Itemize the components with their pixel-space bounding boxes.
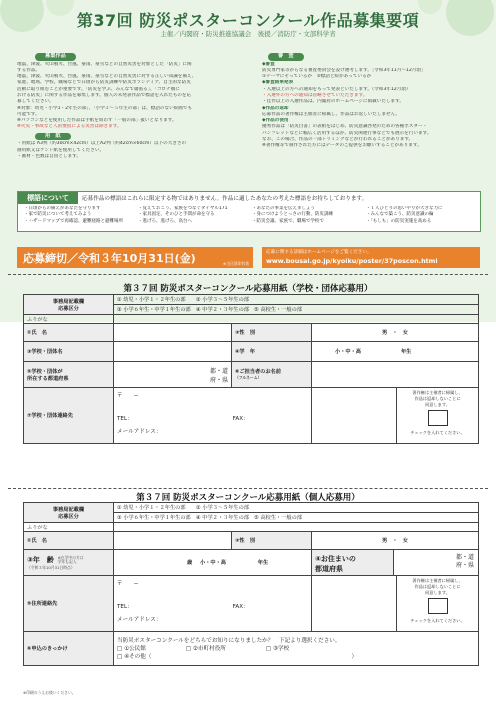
section-label-boshu: 募集作品 [35,53,76,61]
form1-name-label: ①氏 名 [24,324,114,342]
form2-title: 第３７回 防災ポスターコンクール応募用紙（個人応募用） [136,493,360,503]
form1-gender-field[interactable]: 男 ・ 女 [312,324,479,342]
section-label-shinsa: 審 査 [268,53,304,61]
form2-consent-checkbox[interactable] [428,598,448,614]
deadline-note: ※当日消印有効 [223,261,249,266]
form2-gender-field[interactable]: 男 ・ 女 [312,532,479,550]
form1-contact-field[interactable]: 〒 − TEL： FAX： メールアドレス： [114,388,312,444]
form1-office-cell: 事務局記載欄 応募区分 [24,295,114,315]
form1-table [23,294,479,444]
form1-furigana-label: ふりがな [24,315,114,324]
form2-category-row2[interactable]: ③ 小学６年生・中学１年生の部 ④ 中学２・３年生の部 ⑤ 高校生・一般の部 [114,513,479,523]
form2-age-field[interactable]: 歳 小・中・高 年生 [114,550,312,576]
slogan-column: ・あなたの事業を伝えましょう ・身につけようとっさの行動、防災訓練 ・防災会議、家族で、職場で学校で [252,206,333,224]
form2-office-cell: 事務局記載欄 応募区分 [24,503,114,523]
form2-furigana-field[interactable] [114,523,479,532]
form1-guardian-label: ⑥ご担当者のお名前 （フルネーム） [232,362,312,388]
form2-contact-label: ⑤住所連絡先 [24,576,114,632]
form2-name-field[interactable] [114,532,232,550]
form2-residence-field[interactable]: 都・道 府・県 [456,554,475,569]
homepage-url-link[interactable]: www.bousai.go.jp/kyoiku/poster/37poscon.html [266,257,438,265]
section-label-yoshi: 用 紙 [35,133,71,141]
slogan-column: ・１人ひとりの思いやりが大きな力に ・みんなで築こう、防災意識の輪 ・「もしも」の防災実施を高める [366,206,443,224]
form1-gender-label: ②性 別 [232,324,312,342]
page-title: 第37回 防災ポスターコンクール作品募集要項 [76,11,420,30]
page-subtitle: 主催／内閣府・防災推進協議会 後援／消防庁・文部科学省 [160,30,336,38]
form2-contact-field[interactable]: 〒 − TEL： FAX： メールアドレス： [114,576,312,632]
form2-name-label: ①氏 名 [24,532,114,550]
cut-line [8,274,488,275]
form1-consent-checkbox[interactable] [428,410,448,426]
form2-trigger-field[interactable]: 当防災ポスターコンクールをどちらでお知りになりましたか？ 下記より選択ください。 □ ①公民館 □ ②市町村役所 □ ③学校 □ ④その他（ ） [114,632,479,666]
footnote: ※印刷のうえお使いください。 [23,690,76,695]
shinsa-text: ◆審査 防災専門家等からなる審査委員会を設け選考します。［令和3年11月〜12月頃］ ①テーマにそっているか ②標語と絵があっているか ◆審査結果発表 ・入選以上の方への通知をもって発表といたします。（令和3年12月頃） ・入選外の方への通知は省略させていただきます。 ・佳作以上の入選作品は、内閣府のホームページに掲載いたします。 ◆作品の返却 応募作品の著作権は主催者に帰属し、作品はお返しいたしません。 ◆作品の使用 優秀作品は「防災白書」の表紙をはじめ、防災意識啓発のための各種ポスター・ パンフレットなどに幅広く活用するほか、防災関連行事などでも展示を行います。 なお、この場合、作品の一部トリミングなどが行われることがあります。 ※著作権等で制作された方にはデータのご提供をお願いすることがあります。 [262,61,432,149]
form1-pref-field[interactable]: 都・道 府・県 [114,362,232,388]
form1-grade-label: ④学 年 [232,342,312,362]
homepage-banner [262,247,480,268]
form1-pref-label: ⑤学校・団体が 所在する都道府県 [24,362,114,388]
form2-age-label: ③年 齢 ※在学中の方は 学年も記入 （令和３年10月31日時点） [24,550,114,576]
slogan-column: ・日頃からの備えがあなたを守ります ・家で防災について考えてみよう ・ハザードマップで再確認、避難経路と避難場所 [24,206,123,224]
deadline-text: 応募締切／令和３年10月31日(金) [23,252,196,265]
form1-furigana-field[interactable] [114,315,479,324]
form1-title: 第３７回 防災ポスターコンクール応募用紙（学校・団体応募用） [123,284,373,294]
form1-grade-field[interactable]: 小・中・高 年生 [312,342,479,362]
form1-guardian-field[interactable] [312,362,479,388]
form2-table [23,502,479,666]
left-column [17,52,235,161]
slogan-column: ・覚えておこう、家族をつなぐダイヤル171 ・家具固定、そのひと手間が命を守る ・逃げろ、逃げろ、高台へ [138,206,228,224]
form1-consent-cell: 著作権は主催者に帰属し、 作品は返却しないことに 同意します。 チェックを入れてください。 [312,388,479,444]
form2-furigana-label: ふりがな [24,523,114,532]
divider-line [8,488,488,489]
form1-school-field[interactable] [114,342,232,362]
form1-contact-label: ⑦学校・団体連絡先 [24,388,114,444]
slogan-intro: 応募作品の標語はこれらに限定する物ではありません。作品に適したあなたの考えた標語をお持ちしております。 [82,196,368,202]
form1-name-field[interactable] [114,324,232,342]
form1-category-row2[interactable]: ③ 小学６年生・中学１年生の部 ④ 中学２・３年生の部 ⑤ 高校生・一般の部 [114,305,479,315]
form1-school-label: ③学校・団体名 [24,342,114,362]
slogan-examples [24,206,480,225]
form2-trigger-label: ⑥申込のきっかけ [24,632,114,666]
form2-gender-label: ②性 別 [232,532,312,550]
form2-consent-cell: 著作権は主催者に帰属し、 作品は返却しないことに 同意します。 チェックを入れてください。 [312,576,479,632]
form1-category-row1[interactable]: ① 幼児・小学１・２年生の部 ② 小学３〜５年生の部 [114,295,479,305]
homepage-label: 応募に関する詳細はホームページをご覧ください。 [266,250,372,255]
slogan-tag: 標語について [18,192,78,204]
deadline-banner [17,247,253,268]
right-column [262,52,480,151]
slogan-criteria-box [17,191,481,232]
yoshi-text: ・用紙は A3判（約30cm×42cm）以上A2判（約42cm×60cm）以下の大きさの 画用紙又はケント紙を使用してください。 ・画材・色数は自由とします。 [17,141,187,159]
form2-category-row1[interactable]: ① 幼児・小学１・２年生の部 ② 小学３〜５年生の部 [114,503,479,513]
form2-residence-cell: ④お住まいの 都道府県 都・道 府・県 [312,550,479,576]
boshu-text: 地震、津波、火山噴火、台風、豪雨、豪雪などの自然災害を対象とした「防災」に関 する作品。 地震、津波、火山噴火、台風、豪雨、豪雪などの自然災害に対する正しい知識を備え、 家庭、地域、学校、職場などで日頃から防災訓練や防災ボランティア、自主的な防災 活動に取り組むことが重要です。「防災を学ぶ、みんなで頑張る」、「コロナ禍に おける防災」に関する作品を募集します。個人の未発表作品で標語を入れたものを応 募してください。 ※対象：幼児・小学1・2年生の部」、「小学３〜５年生の部」は、標語のない絵画でも 可能です。 ※パソコンなどを使用した作品は手紙を問わず「一般の部」扱いとなります。 ※火災・事故など人的要因による災害は除きます。 [17,61,197,130]
